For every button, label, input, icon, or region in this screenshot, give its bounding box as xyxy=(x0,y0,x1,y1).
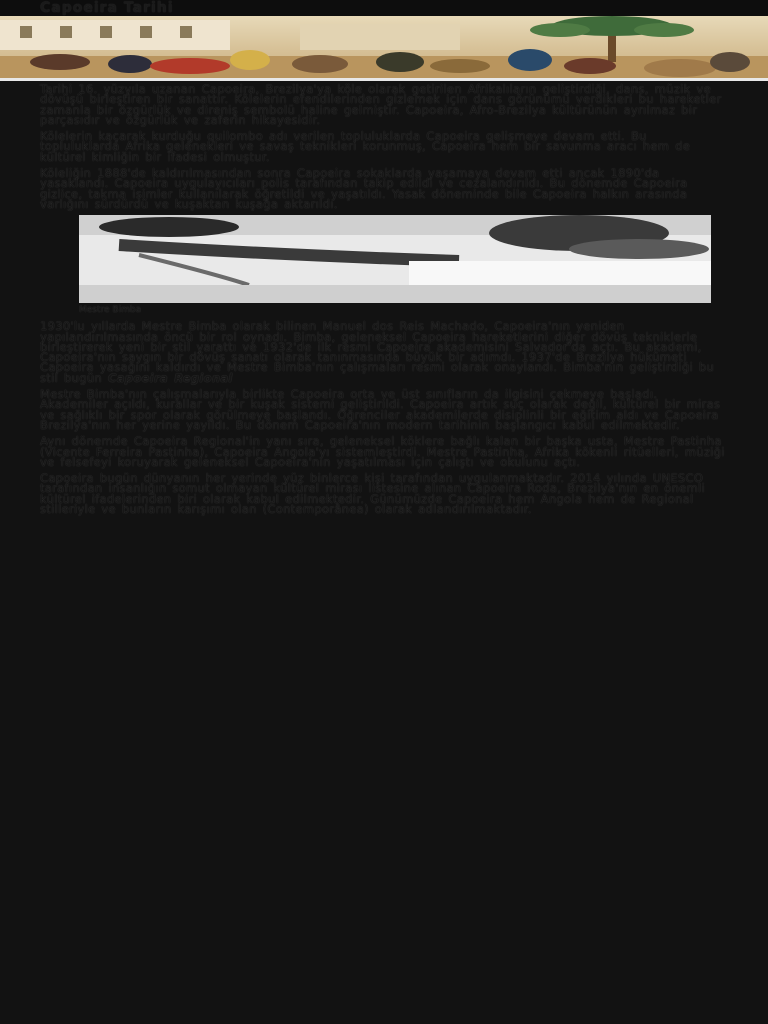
mestre-bimba-photo xyxy=(79,215,711,303)
emphasis-capoeira-regional: Capoeira Regional xyxy=(107,370,233,385)
paragraph-2: Kölelerin kaçarak kurduğu quilombo adı verilen topluluklarda Capoeira gelişmeye devam etti. Bu topluluklarda Afrika gelenekleri ve savaş teknikleri korunmuş, Capoeira hem bir savunma aracı hem de kültürel kimliğin bir ifadesi olmuştur. xyxy=(40,129,691,164)
banner-illustration xyxy=(0,16,768,78)
paragraph-1: Tarihi 16. yüzyıla uzanan Capoeira, Brezilya'ya köle olarak getirilen Afrikalıların geliştirdiği, dans, müzik ve dövüşü birleştiren bir sanattır. Kölelerin efendilerinden gizlemek için dans görünümü verdikleri bu hareketler zamanla bir özgürlük ve direniş sembolü haline gelmiştir. Capoeira, Afro-Brezilya kültürünün ayrılmaz bir parçasıdır ve özgürlük ve zaferin hikayesidir. xyxy=(40,82,722,127)
photo-caption: Mestre Bimba xyxy=(79,305,142,316)
paragraph-4-text: 1930'lu yıllarda Mestre Bimba olarak bilinen Manuel dos Reis Machado, Capoeira'nın yeniden yapılandırılmasında öncü bir rol oynadı. Bimba, geleneksel Capoeira hareketlerini diğer dövüş tekniklerle birleştirerek yeni bir stil yarattı ve 1932'de ilk resmi Capoeira akademisini Salvador'da açtı. Bu akademi, Capoeira'nın saygın bir dövüş sanatı olarak tanınmasında büyük bir adımdı. 1937'de Brezilya hükümeti Capoeira yasağını kaldırdı ve Mestre Bimba'nın çalışmaları resmi olarak onaylandı. Bimba'nın geliştirdiği bu stil bugün xyxy=(40,319,715,385)
header-banner-image xyxy=(0,16,768,81)
paragraph-5: Mestre Bimba'nın çalışmalarıyla birlikte Capoeira orta ve üst sınıfların da ilgisini çekmeye başladı. Akademiler açıldı, kurallar ve bir kuşak sistemi geliştirildi. Capoeira artık suç olarak değil, kültürel bir miras ve sağlıklı bir spor olarak görülmeye başlandı. Öğrenciler akademilerde disiplinli bir eğitim aldı ve Capoeira Brezilya'nın her yerine yayıldı. Bu dönem Capoeira'nın modern tarihinin başlangıcı kabul edilmektedir. xyxy=(40,387,721,432)
paragraph-7: Capoeira bugün dünyanın her yerinde yüz binlerce kişi tarafından uygulanmaktadır. 2014 yılında UNESCO tarafından insanlığın somut olmayan kültürel mirası listesine alınan Capoeira Roda, Brezilya'nın en önemli kültürel ifadelerinden biri olarak kabul edilmektedir. Günümüzde Capoeira hem Angola hem de Regional stilleriyle ve bunların karışımı olan (Contemporânea) olarak adlandırılmaktadır. xyxy=(40,471,706,517)
photo-illustration xyxy=(79,215,711,303)
article-body xyxy=(40,84,728,520)
page-title: Capoeira Tarihi xyxy=(40,0,174,16)
title-bar xyxy=(0,0,768,16)
paragraph-4 xyxy=(40,321,728,383)
paragraph-3: Köleliğin 1888'de kaldırılmasından sonra Capoeira sokaklarda yaşamaya devam etti ancak 1890'da yasaklandı. Capoeira uygulayıcıları polis tarafından takip edildi ve cezalandırıldı. Bu dönemde Capoeira gizlice, takma isimler kullanılarak öğretildi ve yaşatıldı. Yasak döneminde bile Capoeira halkın arasında varlığını sürdürdü ve kuşaktan kuşağa aktarıldı. xyxy=(40,166,688,211)
paragraph-6: Aynı dönemde Capoeira Regional'in yanı sıra, geleneksel köklere bağlı kalan bir başka usta, Mestre Pastinha (Vicente Ferreira Pastinha), Capoeira Angola'yı sistemleştirdi. Mestre Pastinha, Afrika kökenli ritüelleri, müziği ve felsefeyi koruyarak geleneksel Capoeira'nın yaşatılması için çalıştı ve okulunu açtı. xyxy=(40,434,725,469)
